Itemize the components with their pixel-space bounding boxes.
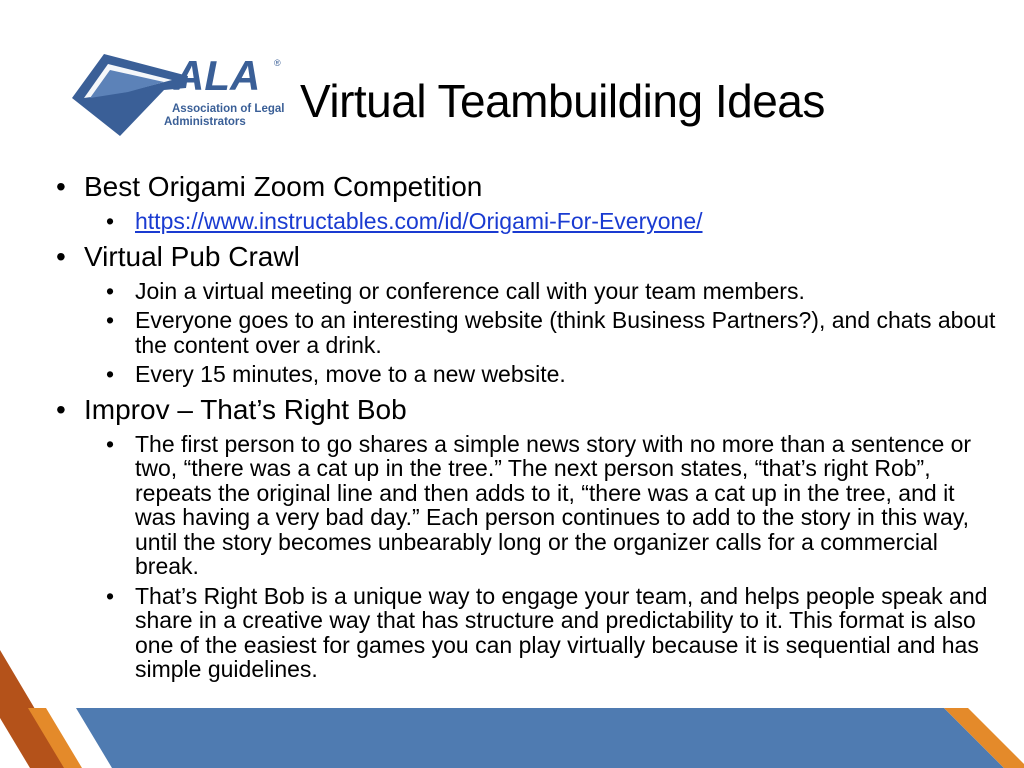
sub-bullet-origami-link bbox=[106, 209, 996, 234]
origami-link[interactable]: https://www.instructables.com/id/Origami-For-Everyone/ bbox=[135, 208, 703, 234]
bullet-text: Improv – That’s Right Bob bbox=[84, 393, 407, 425]
bullet-icon: • bbox=[106, 277, 115, 304]
bullet-icon: • bbox=[106, 361, 115, 387]
logo-line2: Administrators bbox=[164, 116, 246, 128]
sub-bullet bbox=[106, 308, 996, 357]
ala-logo bbox=[68, 48, 298, 140]
bullet-icon: • bbox=[106, 307, 115, 333]
bullet-icon: • bbox=[106, 208, 115, 234]
bullet-improv bbox=[56, 393, 996, 427]
bullet-text: Best Origami Zoom Competition bbox=[84, 171, 483, 202]
bullet-icon: • bbox=[56, 240, 66, 272]
logo-line1: Association of Legal bbox=[172, 103, 285, 115]
sub-bullet-text: That’s Right Bob is a unique way to engage your team, and helps people speak and share in a creative way that has structure and predictability to it. This format is also one of the easiest for games you can play virtually because it is sequential and has simple guidelines. bbox=[135, 582, 988, 682]
footer-band-blue bbox=[76, 708, 1004, 768]
bullet-origami bbox=[56, 170, 996, 204]
sub-bullet-text: Every 15 minutes, move to a new website. bbox=[135, 361, 566, 387]
bullet-icon: • bbox=[106, 430, 115, 457]
sub-bullet bbox=[106, 362, 996, 387]
sub-bullet bbox=[106, 432, 996, 579]
logo-brand-text: ALA bbox=[174, 52, 261, 99]
sub-bullet-text: Everyone goes to an interesting website (think Business Partners?), and chats about the content over a drink. bbox=[135, 307, 996, 358]
slide-title: Virtual Teambuilding Ideas bbox=[300, 75, 825, 127]
bullet-list bbox=[56, 166, 996, 682]
sub-bullet bbox=[106, 279, 996, 304]
bullet-icon: • bbox=[106, 582, 115, 609]
footer-decoration bbox=[0, 650, 1024, 768]
sub-bullet-text: The first person to go shares a simple news story with no more than a sentence or two, “there was a cat up in the tree.” The next person states, “that’s right Rob”, repeats the original line and then adds to it, “there was a cat up in the tree, and it was having a very bad day.” Each person continues to add to the story in this way, until the story becomes unbearably long or the organizer calls for a commercial break. bbox=[135, 430, 972, 579]
bullet-icon: • bbox=[56, 171, 66, 202]
bullet-icon: • bbox=[56, 393, 66, 425]
ala-logo-graphic bbox=[68, 48, 298, 140]
logo-registered-mark: ® bbox=[274, 58, 281, 68]
bullet-text: Virtual Pub Crawl bbox=[84, 240, 300, 272]
sub-bullet-text: Join a virtual meeting or conference call with your team members. bbox=[135, 277, 805, 304]
bullet-pub-crawl bbox=[56, 240, 996, 274]
